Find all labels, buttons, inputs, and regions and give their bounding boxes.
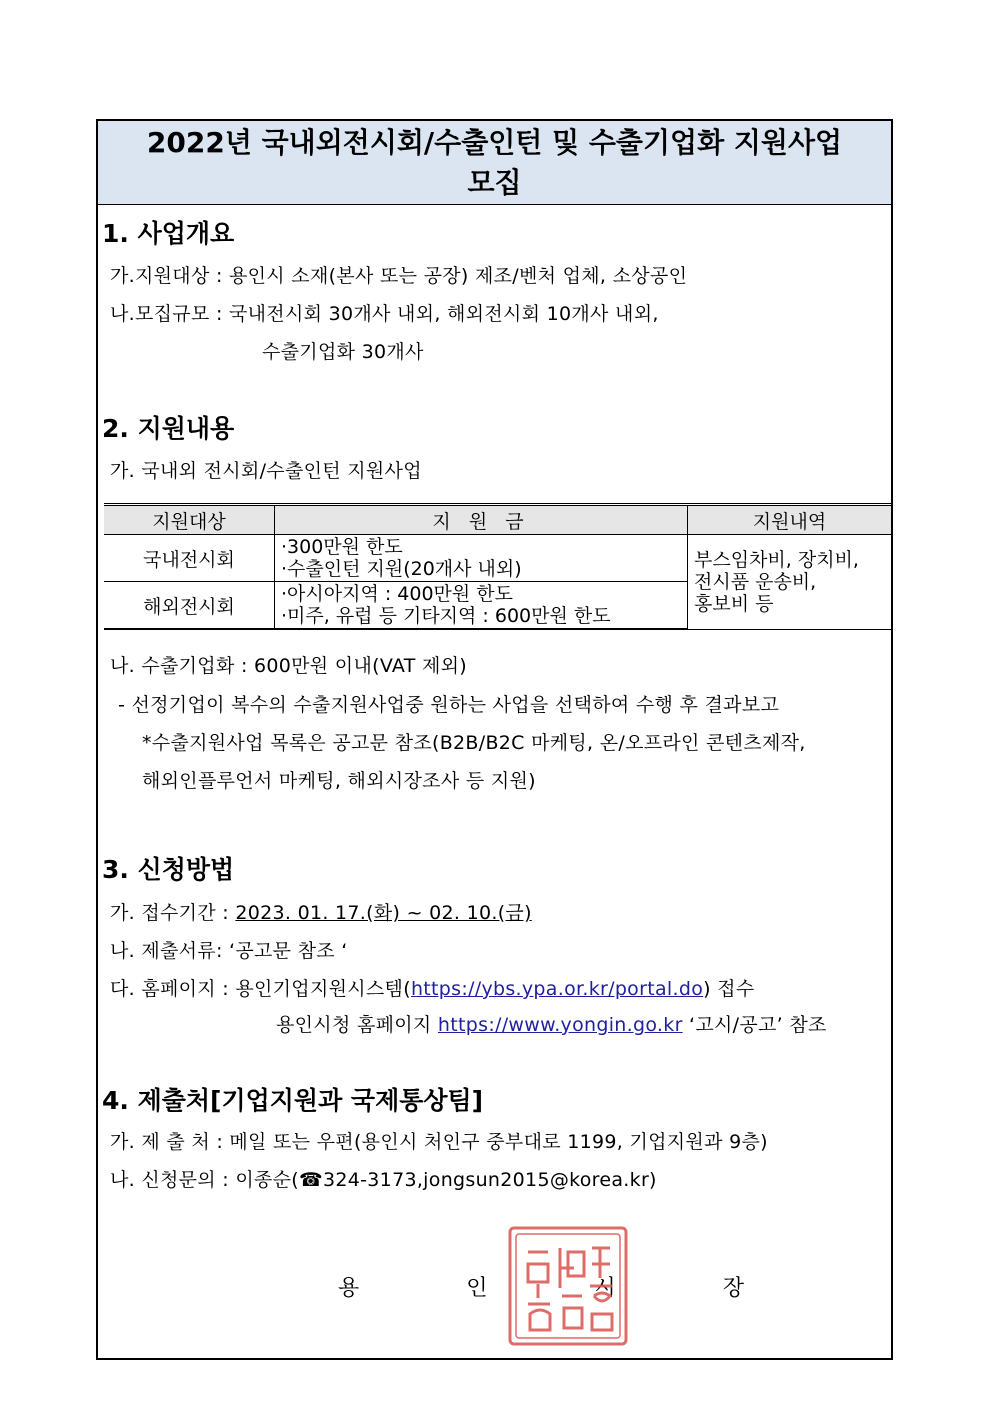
row-target: 국내전시회 [104, 535, 275, 582]
yongin-link[interactable]: https://www.yongin.go.kr [437, 1014, 683, 1036]
s1-target: 가.지원대상 : 용인시 소재(본사 또는 공장) 제조/벤처 업체, 소상공인 [110, 265, 688, 287]
section-1-heading: 1. 사업개요 [102, 219, 235, 248]
support-table [104, 503, 891, 630]
row-target: 해외전시회 [104, 582, 275, 630]
official-seal-icon [506, 1224, 630, 1348]
section-3-heading: 3. 신청방법 [102, 855, 235, 884]
s2-note-3: 해외인플루언서 마케팅, 해외시장조사 등 지원) [142, 770, 536, 792]
s2-note-2: *수출지원사업 목록은 공고문 참조(B2B/B2C 마케팅, 온/오프라인 콘텐츠제작, [142, 732, 806, 754]
table-row [104, 535, 891, 582]
detail-line: 전시품 운송비, [694, 570, 817, 593]
amount-line: ·미주, 유럽 등 기타지역 : 600만원 한도 [281, 605, 611, 627]
header-details: 지원내역 [688, 505, 892, 535]
title-line-2: 모집 [467, 166, 522, 199]
s3-homepage-label: 다. 홈페이지 : 용인기업지원시스템( [110, 978, 411, 1000]
row-details [688, 535, 892, 630]
document-title [98, 121, 891, 205]
s1-scale: 나.모집규모 : 국내전시회 30개사 내외, 해외전시회 10개사 내외, [110, 303, 659, 325]
s3-period-value: 2023. 01. 17.(화) ~ 02. 10.(금) [235, 902, 532, 924]
section-2-heading: 2. 지원내용 [102, 414, 235, 443]
amount-line: ·아시아지역 : 400만원 한도 [281, 583, 514, 605]
s4-submit-to: 가. 제 출 처 : 메일 또는 우편(용인시 처인구 중부대로 1199, 기업지원과 9층) [110, 1131, 768, 1153]
s3-period-label: 가. 접수기간 : [110, 902, 236, 924]
header-target: 지원대상 [104, 505, 275, 535]
row-amount [275, 582, 688, 630]
s2-item-b: 나. 수출기업화 : 600만원 이내(VAT 제외) [110, 655, 467, 677]
amount-line: ·수출인턴 지원(20개사 내외) [281, 558, 522, 580]
s3-documents: 나. 제출서류: ‘공고문 참조 ‘ [110, 940, 348, 962]
s3-cityhall [276, 1013, 827, 1037]
s3-period [110, 901, 532, 925]
s3-homepage-tail: ) 접수 [703, 978, 755, 1000]
header-amount: 지 원 금 [275, 505, 688, 535]
ybs-link[interactable]: https://ybs.ypa.or.kr/portal.do [410, 978, 704, 1000]
detail-line: 부스임차비, 장치비, [694, 548, 859, 571]
signer-name: 용 인 시 장 [338, 1276, 794, 1301]
table-header-row [104, 505, 891, 535]
section-4-heading: 4. 제출처[기업지원과 국제통상팀] [102, 1086, 484, 1115]
s1-scale-cont: 수출기업화 30개사 [262, 341, 424, 363]
s2-note-1: - 선정기업이 복수의 수출지원사업중 원하는 사업을 선택하여 수행 후 결과보고 [118, 694, 780, 716]
title-line-1: 2022년 국내외전시회/수출인턴 및 수출기업화 지원사업 [146, 126, 843, 159]
detail-line: 홍보비 등 [694, 592, 774, 615]
amount-line: ·300만원 한도 [281, 536, 403, 558]
s2-item-a: 가. 국내외 전시회/수출인턴 지원사업 [110, 460, 422, 482]
s3-homepage [110, 977, 755, 1001]
s3-cityhall-label: 용인시청 홈페이지 [276, 1014, 438, 1036]
document-frame [96, 119, 893, 1360]
s4-inquiry: 나. 신청문의 : 이종순(☎324-3173,jongsun2015@korea.kr) [110, 1169, 657, 1191]
s3-cityhall-tail: ‘고시/공고’ 참조 [682, 1014, 827, 1036]
row-amount [275, 535, 688, 582]
